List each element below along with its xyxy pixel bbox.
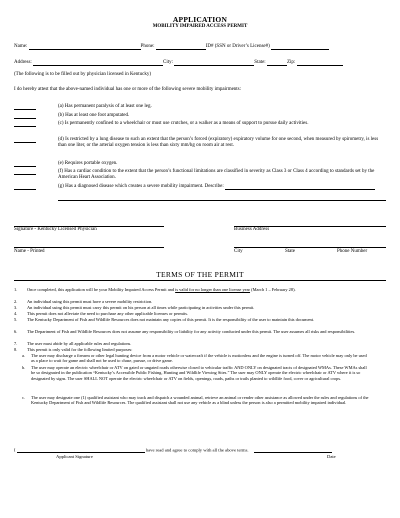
impairment-item-b xyxy=(14,113,386,119)
physician-signature-label: Signature - Kentucky Licensed Physician xyxy=(14,227,97,232)
impairment-text-g-label: (g) Has a diagnosed disease which creates a severe mobility impairment. Describe: xyxy=(58,184,224,189)
city-state-phone-line[interactable] xyxy=(234,247,386,248)
term-number: 4. xyxy=(14,311,18,316)
phone-number-label: Phone Number xyxy=(337,249,368,254)
city-field[interactable] xyxy=(174,60,254,66)
term-text: The Kentucky Department of Fish and Wildlife Resources does not maintain any copies of this permit. It is the responsibility of the user to maintain this document. xyxy=(27,317,315,322)
name-row xyxy=(14,44,329,50)
impairment-check-e[interactable] xyxy=(14,161,36,167)
physician-note: (The following is to be filled out by physician licensed in Kentucky) xyxy=(14,72,152,77)
term-text: The user must abide by all applicable rules and regulations. xyxy=(27,341,132,346)
term-sub-number: a. xyxy=(22,353,26,358)
term-sub-text: The user may designate one (1) qualified assistant who may track and dispatch a wounded animal, retrieve an animal or render other assistance as allowed under the rules and regulations of the Kentucky Department of Fish and Wildlife Resources. The qualified assistant shall not use any vehicle as a blind unless the person is also a permitted mobility impaired individual. xyxy=(31,395,369,406)
state-label: State: xyxy=(254,60,266,65)
date-field[interactable] xyxy=(254,447,332,453)
applicant-signature-field[interactable] xyxy=(17,447,145,453)
term-text xyxy=(27,287,385,292)
address-row xyxy=(14,60,343,66)
impairment-check-g[interactable] xyxy=(14,184,36,190)
agreement-row xyxy=(14,447,332,453)
city-label: City: xyxy=(163,60,174,65)
term-text-part: (March 1 – February 28). xyxy=(250,287,296,292)
impairment-text-b: (b) Has at least one foot amputated. xyxy=(58,113,130,118)
terms-title: TERMS OF THE PERMIT xyxy=(156,270,244,279)
impairment-text-c: (c) Is permanently confined to a wheelchair or must use crutches, or a walker as a means of support to pursue daily activities. xyxy=(58,121,309,126)
describe-field[interactable] xyxy=(225,184,375,190)
impairment-text-e: (e) Requires portable oxygen. xyxy=(58,161,118,166)
address-label: Address: xyxy=(14,60,32,65)
certify-statement: I do hereby attest that the above-named individual has one or more of the following severe mobility impairments: xyxy=(14,87,242,92)
document-title: APPLICATION xyxy=(172,15,228,24)
term-number: 6. xyxy=(14,329,18,334)
city-label-bottom: City xyxy=(234,249,243,254)
impairment-check-f[interactable] xyxy=(14,169,36,175)
term-text: An individual using this permit must have a severe mobility restriction. xyxy=(27,299,153,304)
impairment-item-g xyxy=(14,184,386,190)
agreement-prefix: I xyxy=(14,447,16,453)
impairment-item-c xyxy=(14,121,386,127)
terms-divider xyxy=(14,280,386,281)
term-sub-number: c. xyxy=(22,395,26,400)
describe-line-2[interactable] xyxy=(58,200,386,201)
impairment-text-f: (f) Has a cardiac condition to the extent that the person’s functional limitations are classified in severity as Class 3 or Class 4 according to standards set by the American Heart Association. xyxy=(58,169,375,180)
term-text: This permit does not alleviate the need to purchase any other applicable licenses or permits. xyxy=(27,311,189,316)
impairment-text-a: (a) Has permanent paralysis of at least one leg. xyxy=(58,104,152,109)
zip-label: Zip: xyxy=(286,60,296,65)
state-label-bottom: State xyxy=(285,249,295,254)
impairment-item-a xyxy=(14,104,386,110)
impairment-text-d: (d) Is restricted by a lung disease to such an extent that the person’s forced (expiratory) expiratory volume for one second, when measured by spirometry, is less than one liter, or the arterial oxygen tension is less than sixty mm/hg on room air at rest. xyxy=(58,137,379,148)
impairment-item-e xyxy=(14,161,386,167)
term-validity-emphasis: is valid for no longer than one license year xyxy=(175,287,251,292)
impairment-check-c[interactable] xyxy=(14,121,36,127)
term-sub-number: b. xyxy=(22,365,26,370)
term-number: 3. xyxy=(14,305,18,310)
term-number: 2. xyxy=(14,299,18,304)
term-text: This permit is only valid for the following limited purposes: xyxy=(27,347,133,352)
id-field[interactable] xyxy=(271,44,329,50)
agreement-text: have read and agree to comply with all the above terms. xyxy=(145,447,249,453)
applicant-signature-label: Applicant Signature xyxy=(56,454,93,459)
name-printed-label: Name - Printed xyxy=(14,249,45,254)
term-number: 7. xyxy=(14,341,18,346)
term-text-part: Once completed, this application will be your Mobility Impaired Access Permit and xyxy=(27,287,176,292)
name-printed-line[interactable] xyxy=(14,247,164,248)
name-field[interactable] xyxy=(29,44,141,50)
impairment-item-f xyxy=(14,169,386,180)
zip-field[interactable] xyxy=(297,60,343,66)
phone-field[interactable] xyxy=(156,44,206,50)
business-address-label: Business Address xyxy=(234,227,270,232)
document-subtitle: MOBILITY IMPAIRED ACCESS PERMIT xyxy=(152,24,248,29)
impairment-item-d xyxy=(14,137,386,148)
name-label: Name: xyxy=(14,44,28,49)
term-text: An individual using this permit must carry this permit on his person at all times while participating in activities under this permit. xyxy=(27,305,255,310)
term-text: The Department of Fish and Wildlife Resources does not assume any responsibility or liability for any activity conducted under this permit. The user assumes all risks and responsibilities. xyxy=(27,329,356,334)
state-field[interactable] xyxy=(267,60,287,66)
term-number: 1. xyxy=(14,287,18,292)
id-label: ID# (SSN or Driver’s License#) xyxy=(205,44,270,49)
phone-label: Phone: xyxy=(140,44,155,49)
term-sub-text: The user may operate an electric wheelchair or ATV on gated or ungated roads otherwise closed to vehicular traffic AND ONLY on designated tracts of designated WMAs. These WMAs shall be so designated in the publication “Kentucky’s Accessible Public Fishing, Hunting and Wildlife Viewing Sites.” The user may ONLY operate the electric wheelchair or ATV where it is so designated by signs. The user SHALL NOT operate the electric wheelchair or ATV on fields, openings, roads, paths or trails planted to wildlife food, cover or agricultural crops. xyxy=(31,365,367,381)
impairment-text-g xyxy=(58,184,384,190)
impairment-check-b[interactable] xyxy=(14,113,36,119)
term-number: 5. xyxy=(14,317,18,322)
address-field[interactable] xyxy=(33,60,163,66)
term-number: 8. xyxy=(14,347,18,352)
impairment-check-d[interactable] xyxy=(14,137,36,143)
term-sub-text: The user may discharge a firearm or other legal hunting device from a motor vehicle or watercraft if the vehicle is motionless and the engine is turned off. The motor vehicle may only be used as a place to wait for game and shall not be used to chase, pursue, or drive game. xyxy=(31,353,367,364)
impairment-check-a[interactable] xyxy=(14,104,36,110)
date-label: Date xyxy=(327,454,336,459)
